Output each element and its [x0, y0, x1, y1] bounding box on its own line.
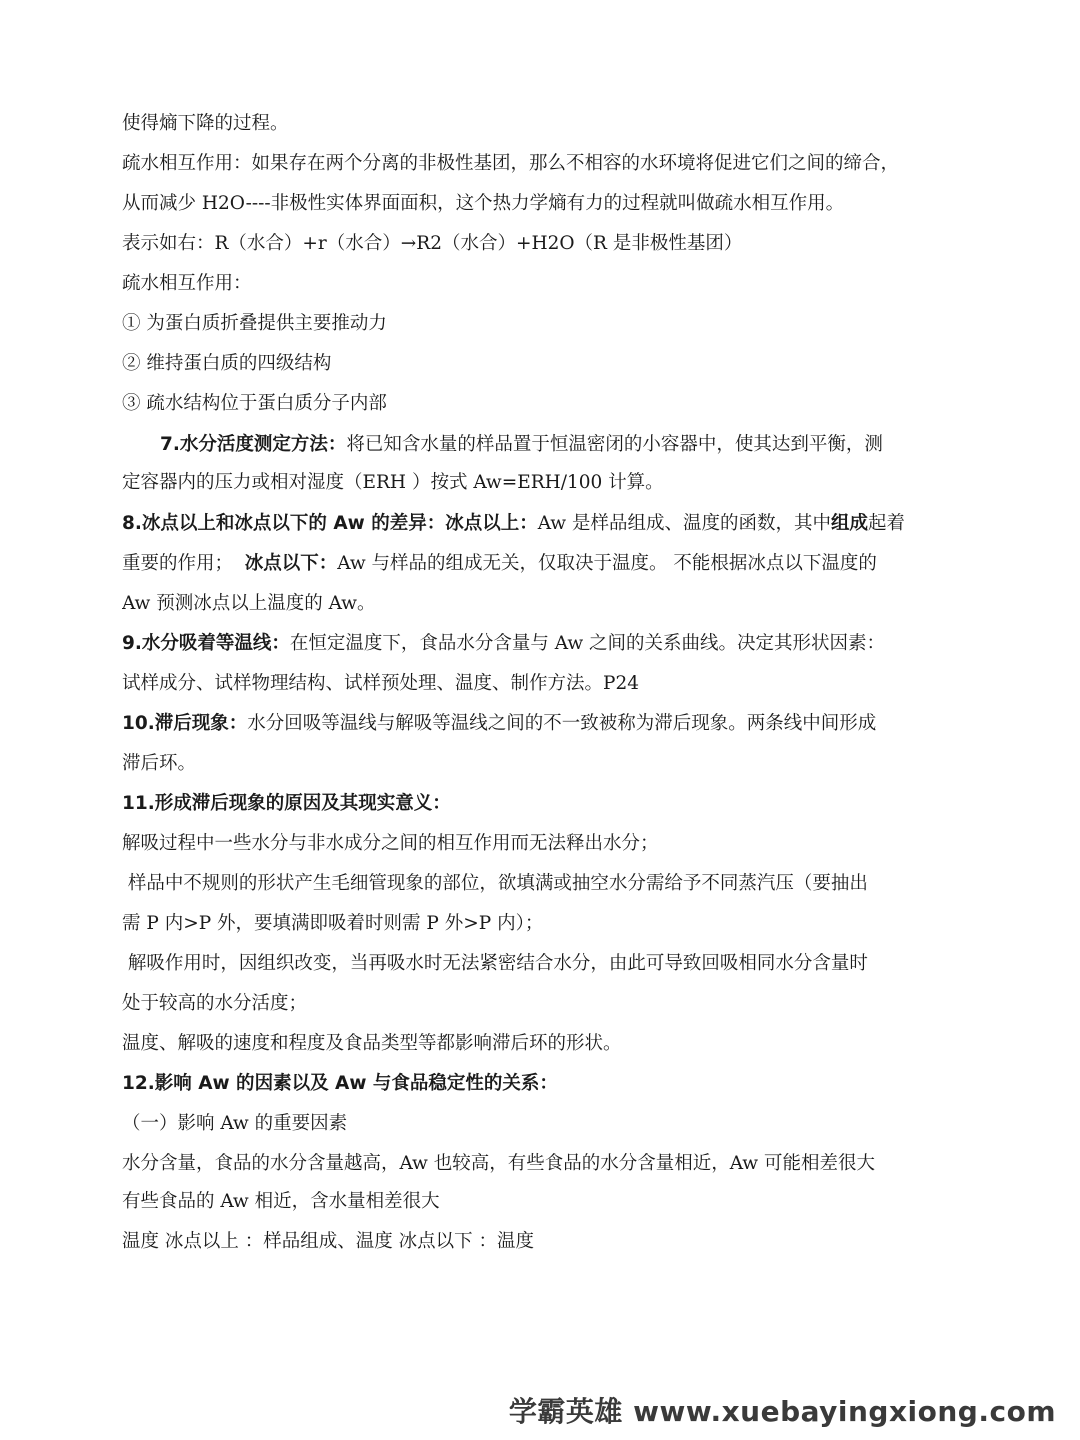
section-8-text: 重要的作用； — [122, 553, 234, 574]
section-7-line-1 — [160, 433, 960, 457]
section-7-heading: 7.水分活度测定方法： — [160, 434, 347, 455]
section-9-heading: 9.水分吸着等温线： — [122, 633, 290, 654]
section-10-line-1 — [122, 712, 962, 736]
section-8-text: Aw 与样品的组成无关，仅取决于温度。 不能根据冰点以下温度的 — [337, 553, 877, 574]
section-8-line-2 — [122, 552, 962, 576]
section-10-line-2: 滞后环。 — [122, 753, 197, 774]
section-11-line: 处于较高的水分活度； — [122, 993, 308, 1014]
section-11-line: 解吸过程中一些水分与非水成分之间的相互作用而无法释出水分； — [122, 833, 659, 854]
section-12-subheading: （一）影响 Aw 的重要因素 — [122, 1113, 348, 1134]
section-8-text: Aw 是样品组成、温度的函数，其中 — [537, 513, 831, 534]
section-11-line: 样品中不规则的形状产生毛细管现象的部位，欲填满或抽空水分需给予不同蒸汽压（要抽出 — [122, 873, 868, 894]
text-line: 疏水相互作用：如果存在两个分离的非极性基团，那么不相容的水环境将促进它们之间的缔合， — [122, 153, 900, 174]
list-item: ② 维持蛋白质的四级结构 — [122, 353, 332, 374]
section-9-line-1 — [122, 632, 962, 656]
section-10-heading: 10.滞后现象： — [122, 713, 248, 734]
below-freezing-label: 冰点以下： — [244, 553, 338, 574]
section-11-line: 解吸作用时，因组织改变，当再吸水时无法紧密结合水分，由此可导致回吸相同水分含量时 — [122, 953, 868, 974]
section-9-line-2: 试样成分、试样物理结构、试样预处理、温度、制作方法。P24 — [122, 673, 639, 694]
section-11-heading: 11.形成滞后现象的原因及其现实意义： — [122, 793, 451, 814]
section-10-text: 水分回吸等温线与解吸等温线之间的不一致被称为滞后现象。两条线中间形成 — [247, 713, 877, 734]
section-9-text: 在恒定温度下，食品水分含量与 Aw 之间的关系曲线。决定其形状因素： — [289, 633, 886, 654]
text-line: 从而减少 H2O----非极性实体界面面积，这个热力学熵有力的过程就叫做疏水相互作用。 — [122, 193, 845, 214]
section-8-heading: 8.冰点以上和冰点以下的 Aw 的差异： — [122, 513, 446, 534]
text-line: 表示如右：R（水合）+r（水合）→R2（水合）+H2O（R 是非极性基团） — [122, 233, 743, 254]
composition-emphasis: 组成 — [830, 513, 868, 534]
watermark: 学霸英雄 www.xuebayingxiong.com — [508, 1395, 1056, 1428]
section-7-line-2: 定容器内的压力或相对湿度（ERH ）按式 Aw=ERH/100 计算。 — [122, 472, 664, 493]
section-8-line-1 — [122, 512, 962, 536]
section-11-line: 需 P 内>P 外，要填满即吸着时则需 P 外>P 内）； — [122, 913, 544, 934]
section-11-line: 温度、解吸的速度和程度及食品类型等都影响滞后环的形状。 — [122, 1033, 622, 1054]
above-freezing-label: 冰点以上： — [445, 513, 538, 534]
section-8-line-3: Aw 预测冰点以上温度的 Aw。 — [122, 593, 376, 614]
text-line: 使得熵下降的过程。 — [122, 113, 289, 134]
section-12-heading: 12.影响 Aw 的因素以及 Aw 与食品稳定性的关系： — [122, 1073, 558, 1094]
list-item: ③ 疏水结构位于蛋白质分子内部 — [122, 393, 387, 414]
section-12-line: 有些食品的 Aw 相近，含水量相差很大 — [122, 1191, 440, 1212]
text-line: 疏水相互作用： — [122, 273, 252, 294]
section-12-line: 水分含量，食品的水分含量越高，Aw 也较高，有些食品的水分含量相近，Aw 可能相差很大 — [122, 1153, 875, 1174]
section-12-line: 温度 冰点以上 ：样品组成、温度 冰点以下 ：温度 — [122, 1231, 535, 1252]
list-item: ① 为蛋白质折叠提供主要推动力 — [122, 313, 387, 334]
section-8-text: 起着 — [867, 513, 905, 534]
section-7-text: 将已知含水量的样品置于恒温密闭的小容器中，使其达到平衡，测 — [346, 434, 883, 455]
